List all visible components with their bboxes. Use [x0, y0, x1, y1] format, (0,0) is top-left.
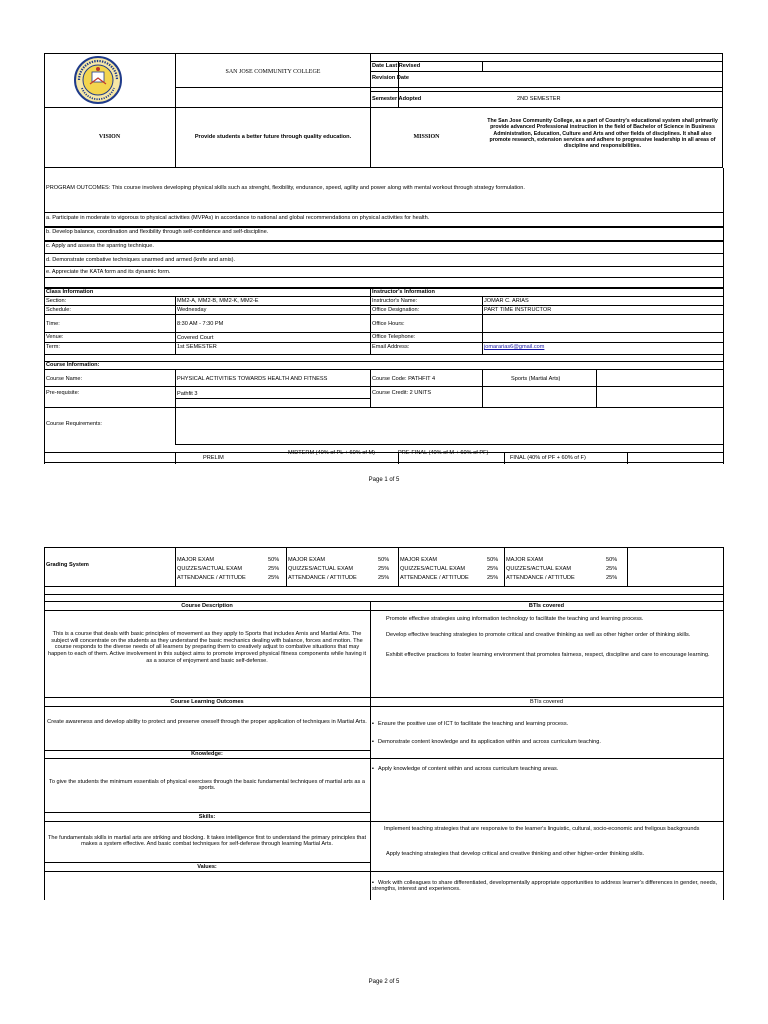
divider	[44, 812, 370, 813]
divider	[44, 862, 370, 863]
outcome-e: e. Appreciate the KATA form and its dynamic form.	[46, 269, 171, 275]
instructor-info-title: Instructor's Information	[372, 289, 435, 295]
office-designation-label: Office Designation:	[372, 307, 420, 313]
vision-label: VISION	[98, 134, 121, 140]
divider	[44, 547, 45, 900]
office-telephone-label: Office Telephone:	[372, 334, 416, 340]
outcome-b: b. Develop balance, coordination and flexibility through self-confidence and self-discipline.	[46, 229, 269, 235]
office-hours-label: Office Hours:	[372, 321, 405, 327]
grading-percent: 25%	[487, 575, 499, 581]
course-name-label: Course Name:	[46, 376, 83, 382]
prerequisite-label: Pre-requisite:	[46, 390, 80, 396]
grading-percent: 25%	[606, 575, 618, 581]
venue-label: Venue:	[46, 334, 64, 340]
grading-item: ATTENDANCE / ATTITUDE	[400, 575, 469, 581]
knowledge-title: Knowledge:	[191, 751, 223, 757]
term-value: 1st SEMESTER	[177, 344, 217, 350]
grading-percent: 25%	[606, 566, 618, 572]
revision-date-label: Revision Date	[372, 75, 409, 81]
course-description-text: This is a course that deals with basic principles of movement as they apply to Sports that includes Arnis and Martial Arts. The subject will concentrate on the students as they understand the basic mechanics dealing with balance, forces and motion. The course responds to the diverse needs of all learners by preparing them to creatively adjust to combative situations that may happen to each of them. Active involvement in this subject aims to promote improved physical fitness components while having it as a source of enjoyment and basic self-defense.	[47, 631, 367, 664]
clo-btis-title: BTIs covered	[530, 699, 563, 705]
prerequisite-value: Pathfit 3	[177, 391, 198, 397]
grading-percent: 50%	[606, 557, 618, 563]
grading-percent: 25%	[268, 566, 280, 572]
course-description-title: Course Description	[181, 603, 233, 609]
page-number: Page 1 of 5	[368, 477, 400, 483]
vision-text: Provide students a better future through quality education.	[194, 134, 352, 140]
divider	[44, 586, 723, 587]
page-number: Page 2 of 5	[368, 979, 400, 985]
divider	[44, 697, 723, 698]
time-value: 8:30 AM - 7:30 PM	[177, 321, 224, 327]
divider	[398, 547, 399, 586]
btis-covered-title: BTIs covered	[528, 603, 565, 609]
grading-item: MAJOR EXAM	[506, 557, 543, 563]
section-label: Section:	[46, 298, 67, 304]
office-designation-value: PART TIME INSTRUCTOR	[484, 307, 552, 313]
skills-text: The fundamentals skills in martial arts are striking and blocking. It takes intelligence first to understand the primary principles that makes a system effective. And basic combat techniques for self-defense through learning Martial Arts.	[47, 835, 367, 848]
grading-item: QUIZZES/ACTUAL EXAM	[288, 566, 354, 572]
divider	[504, 547, 505, 586]
skills-bti-item: Implement teaching strategies that are responsive to the learner's linguistic, cultural, socio-economic and freligous backgrounds	[384, 826, 700, 832]
term-prefinal: PRE-FINAL (40% of M + 60% of PF)	[398, 450, 489, 456]
term-prelim: PRELIM	[203, 455, 224, 461]
grading-percent: 25%	[378, 575, 390, 581]
divider	[175, 547, 176, 586]
outcome-c: c. Apply and assess the sparring technique.	[46, 243, 154, 249]
divider	[44, 601, 723, 602]
grading-item: QUIZZES/ACTUAL EXAM	[400, 566, 466, 572]
term-label: Term:	[46, 344, 60, 350]
clo-text: Create awareness and develop ability to protect and preserve oneself through the proper application of techniques in Martial Arts.	[47, 719, 367, 725]
program-outcomes: PROGRAM OUTCOMES: This course involves developing physical skills such as strenght, flexibility, endurance, speed, agility and power along with mental workout through strategy formulation.	[46, 185, 525, 191]
grading-percent: 50%	[378, 557, 390, 563]
grading-item: MAJOR EXAM	[288, 557, 325, 563]
grading-percent: 25%	[378, 566, 390, 572]
values-title: Values:	[197, 864, 217, 870]
grading-percent: 25%	[487, 566, 499, 572]
email-label: Email Address:	[372, 344, 410, 350]
divider	[723, 547, 724, 900]
bti-item: Promote effective strategies using information technology to facilitate the teaching and learning process.	[386, 616, 644, 622]
grading-percent: 25%	[268, 575, 280, 581]
semester-adopted-label: Semester Adopted	[372, 96, 422, 102]
mission-label: MISSION	[413, 134, 440, 140]
grading-percent: 50%	[487, 557, 499, 563]
instructor-name-value: JOMAR C. ARIAS	[484, 298, 529, 304]
grading-item: ATTENDANCE / ATTITUDE	[177, 575, 246, 581]
skills-bti-item: Apply teaching strategies that develop critical and creative thinking and other higher-order thinking skills.	[386, 851, 645, 857]
divider	[44, 821, 723, 822]
divider	[44, 594, 723, 595]
knowledge-bti: ▪ Apply knowledge of content within and across curriculum teaching areas.	[372, 766, 720, 772]
date-last-revised-label: Date Last Revised	[372, 63, 421, 69]
bti-item: Develop effective teaching strategies to promote critical and creative thinking as well as other higher order of thinking skills.	[386, 632, 691, 638]
clo-bti-item: ▪ Ensure the positive use of ICT to facilitate the teaching and learning process.	[372, 721, 720, 727]
outcome-a: a. Participate in moderate to vigorous to physical activities (MVPAs) in accordance to national and global recommendations on physical activities for health.	[46, 215, 430, 221]
grading-item: MAJOR EXAM	[177, 557, 214, 563]
divider	[370, 601, 371, 900]
course-credit: Course Credit: 2 UNITS	[372, 390, 432, 396]
grading-item: ATTENDANCE / ATTITUDE	[506, 575, 575, 581]
course-requirements-label: Course Requirements:	[46, 421, 102, 427]
term-midterm: MIDTERM (40% of PL + 60% of M)	[288, 450, 375, 456]
knowledge-text: To give the students the minimum essentials of physical exercises through the basic fundamental techniques of martial arts as a sports.	[49, 779, 365, 792]
semester-value: 2ND SEMESTER	[517, 96, 561, 102]
college-name: SAN JOSE COMMUNITY COLLEGE	[225, 69, 321, 75]
values-bti: ▪ Work with colleagues to share differentiated, developmentally appropriate opportunities to address learner's differences in gender, needs, strengths, interest and experiences.	[372, 880, 720, 893]
grading-item: MAJOR EXAM	[400, 557, 437, 563]
course-code: Course Code: PATHFIT 4	[372, 376, 436, 382]
grading-system-label: Grading System	[46, 562, 89, 568]
divider	[627, 547, 628, 586]
divider	[286, 547, 287, 586]
course-info-title: Course Information:	[46, 362, 100, 368]
section-value: MM2-A, MM2-B, MM2-K, MM2-E	[177, 298, 259, 304]
course-sports: Sports (Martial Arts)	[511, 376, 561, 382]
divider	[44, 758, 723, 759]
outcome-d: d. Demonstrate combative techniques unarmed and armed (knife and arnis).	[46, 257, 236, 263]
divider	[44, 871, 723, 872]
divider	[44, 610, 723, 611]
divider	[44, 706, 723, 707]
divider	[44, 547, 723, 548]
bti-item: Exhibit effective practices to foster learning environment that promotes fairness, respect, discipline and care to encourage learning.	[386, 652, 710, 658]
schedule-value: Wednesday	[177, 307, 207, 313]
clo-bti-item: ▪ Demonstrate content knowledge and its application within and across curriculum teaching.	[372, 739, 720, 745]
venue-value: Covered Court	[177, 335, 214, 341]
grading-item: ATTENDANCE / ATTITUDE	[288, 575, 357, 581]
time-label: Time:	[46, 321, 60, 327]
clo-title: Course Learning Outcomes	[170, 699, 244, 705]
term-final: FINAL (40% of PF + 60% of F)	[510, 455, 586, 461]
mission-text: The San Jose Community College, as a part of Country's educational system shall primarily provide advanced Professional instruction in the field of Bachelor of Science in Business Administration, Education, Culture and Arts and other fields of disciplines. It shall also promote research, extension services and adhere to progressive leadership in all areas of discipline and responsibilities.	[487, 118, 718, 150]
grading-item: QUIZZES/ACTUAL EXAM	[177, 566, 243, 572]
grading-percent: 50%	[268, 557, 280, 563]
class-info-title: Class Information	[46, 289, 94, 295]
grading-item: QUIZZES/ACTUAL EXAM	[506, 566, 572, 572]
email-link[interactable]: jomararias6@gmail.com	[484, 344, 545, 350]
course-name-value: PHYSICAL ACTIVITIES TOWARDS HEALTH AND FITNESS	[177, 376, 328, 382]
instructor-name-label: Instructor's Name:	[372, 298, 418, 304]
schedule-label: Schedule:	[46, 307, 71, 313]
skills-title: Skills:	[198, 814, 216, 820]
